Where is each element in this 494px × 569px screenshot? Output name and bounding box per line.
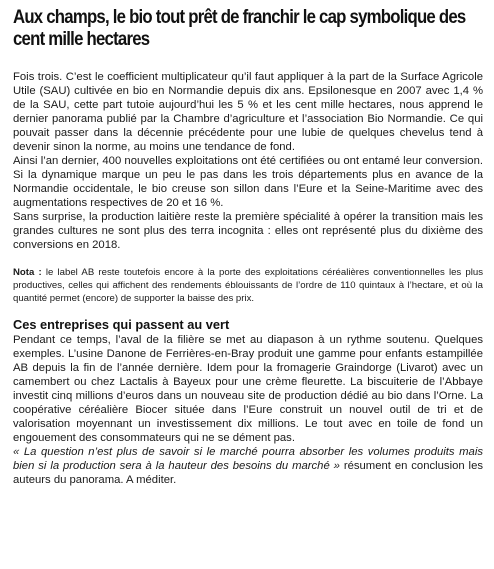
paragraph-intro: Fois trois. C’est le coefficient multiplicateur qu’il faut appliquer à la part de la Surface Agricole Utile (SAU) cultivée en bio en Normandie depuis dix ans. Epsilonesque en 2007 avec 1,4 % de la SAU, cette part tutoie aujourd’hui les 5 % et les cent mille hectares, nous apprend le dernier panorama publié par la Chambre d’agriculture et l’association Bio Normandie. Ce qui pouvait passer dans la décennie précédente pour une lubie de quelques chevelus tend à devenir sinon la norme, au moins une tendance de fond. [13, 71, 483, 153]
section-paragraph: Pendant ce temps, l’aval de la filière se met au diapason à un rythme soutenu. Quelques exemples. L’usine Danone de Ferrières-en-Bray produit une gamme pour enfants estampillée AB depuis la fin de l’année dernière. Idem pour la fromagerie Graindorge (Livarot) avec un camembert ou chez Lactalis à Bayeux pour une crème fleurette. La biscuiterie de l’Abbaye investit cinq millions d’euros dans un nouveau site de production dédié au bio dans l’Orne. La coopérative céréalière Biocer située dans l’Eure construit un nouvel outil de tri et de valorisation moyennant un investissement dix millions. Le tout avec en toile de fond un engouement des consommateurs qui ne se dément pas. [13, 334, 483, 444]
note-label: Nota : [13, 267, 42, 278]
section-heading: Ces entreprises qui passent au vert [13, 317, 230, 332]
paragraph-conversions: Ainsi l’an dernier, 400 nouvelles exploitations ont été certifiées ou ont entamé leur conversion. Si la dynamique marque un peu le pas dans les trois départements plus en avance de la Normandie occidentale, le bio creuse son sillon dans l’Eure et la Seine-Maritime avec des augmentations respectives de 20 et 16 %. [13, 155, 483, 209]
section-body [13, 333, 483, 487]
article [13, 6, 483, 487]
article-body [13, 70, 483, 252]
paragraph-production: Sans surprise, la production laitière reste la première spécialité à opérer la transition mais les grandes cultures ne sont plus des terra incognita : elles ont représenté plus du dixième des conversions en 2018. [13, 211, 483, 251]
section-quote-paragraph [13, 445, 483, 487]
note-text: le label AB reste toutefois encore à la porte des exploitations céréalières conventionnelles les plus productives, celles qui affichent des rendements éblouissants de l’ordre de 110 quintaux à l’hectare, et où la quantité permet (encore) de supporter la baisse des prix. [13, 267, 483, 304]
note-box [13, 266, 483, 305]
article-headline: Aux champs, le bio tout prêt de franchir le cap symbolique des cent mille hectares [13, 6, 466, 50]
quote-attribution: résument en conclusion les auteurs du panorama. A méditer. [13, 460, 484, 486]
panorama-quote: « La question n’est plus de savoir si le marché pourra absorber les volumes produits mais bien si la production sera à la hauteur des besoins du marché » [13, 446, 483, 472]
